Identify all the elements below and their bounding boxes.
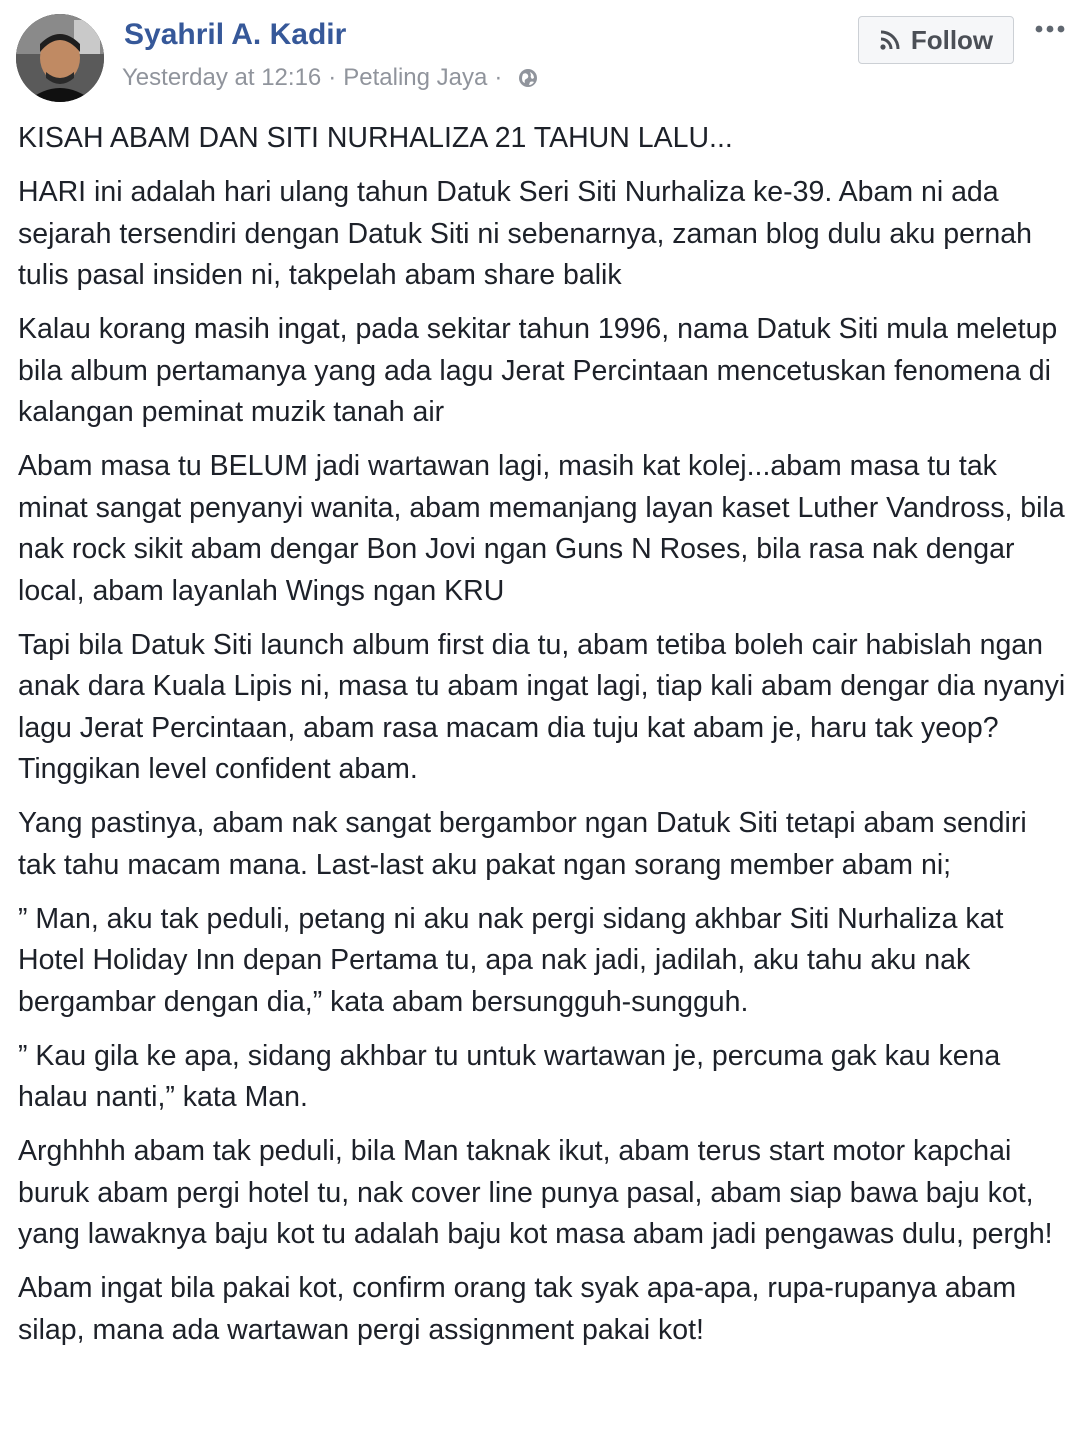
post-paragraph: Yang pastinya, abam nak sangat bergambor ngan Datuk Siti tetapi abam sendiri tak tahu macam mana. Last-last aku pakat ngan sorang member abam ni; bbox=[18, 807, 1027, 881]
follow-button-label: Follow bbox=[910, 24, 994, 55]
post-paragraph: HARI ini adalah hari ulang tahun Datuk Seri Siti Nurhaliza ke-39. Abam ni ada sejarah tersendiri dengan Datuk Siti ni sebenarnya, zaman blog dulu aku pernah tulis pasal insiden ni, takpelah abam share balik bbox=[18, 176, 1032, 291]
post-location[interactable]: Petaling Jaya bbox=[343, 64, 488, 91]
post-body bbox=[18, 118, 1068, 1364]
avatar-photo-icon bbox=[16, 14, 104, 102]
follow-button[interactable] bbox=[858, 16, 1014, 64]
author-avatar[interactable] bbox=[16, 14, 104, 102]
meta-separator: · bbox=[328, 64, 337, 91]
post-paragraph: Kalau korang masih ingat, pada sekitar tahun 1996, nama Datuk Siti mula meletup bila album pertamanya yang ada lagu Jerat Percintaan mencetuskan fenomena di kalangan peminat muzik tanah air bbox=[18, 313, 1058, 428]
post-paragraph: ” Kau gila ke apa, sidang akhbar tu untuk wartawan je, percuma gak kau kena halau nanti,” kata Man. bbox=[18, 1039, 1001, 1113]
post-paragraph: Arghhhh abam tak peduli, bila Man taknak ikut, abam terus start motor kapchai buruk abam pergi hotel tu, nak cover line punya pasal, abam siap bawa baju kot, yang lawaknya baju kot tu adalah baju kot masa abam jadi pengawas dulu, pergh! bbox=[18, 1135, 1053, 1250]
more-options-button[interactable] bbox=[1030, 14, 1070, 44]
rss-icon bbox=[879, 29, 901, 51]
more-options-icon bbox=[1034, 24, 1066, 34]
meta-separator: · bbox=[494, 64, 503, 91]
post-paragraph: Abam masa tu BELUM jadi wartawan lagi, masih kat kolej...abam masa tu tak minat sangat penyanyi wanita, abam memanjang layan kaset Luther Vandross, bila nak rock sikit abam dengar Bon Jovi ngan Guns N Roses, bila rasa nak dengar local, abam layanlah Wings ngan KRU bbox=[18, 450, 1065, 607]
post-paragraph: Abam ingat bila pakai kot, confirm orang tak syak apa-apa, rupa-rupanya abam silap, mana ada wartawan pergi assignment pakai kot! bbox=[18, 1272, 1017, 1346]
globe-icon[interactable] bbox=[517, 67, 539, 89]
post-paragraph: KISAH ABAM DAN SITI NURHALIZA 21 TAHUN LALU... bbox=[18, 122, 733, 154]
post-meta bbox=[122, 64, 539, 92]
author-name-link[interactable]: Syahril A. Kadir bbox=[124, 18, 347, 51]
post-paragraph: ” Man, aku tak peduli, petang ni aku nak pergi sidang akhbar Siti Nurhaliza kat Hotel Holiday Inn depan Pertama tu, apa nak jadi, jadilah, aku tahu aku nak bergambar dengan dia,” kata abam bersungguh-sungguh. bbox=[18, 902, 1004, 1018]
post-paragraph: Tapi bila Datuk Siti launch album first dia tu, abam tetiba boleh cair habislah ngan anak dara Kuala Lipis ni, masa tu abam ingat lagi, tiap kali abam dengar dia nyanyi lagu Jerat Percintaan, abam rasa macam dia tuju kat abam je, haru tak yeop? Tinggikan level confident abam. bbox=[18, 628, 1066, 785]
post-header bbox=[0, 0, 1080, 110]
post-timestamp[interactable]: Yesterday at 12:16 bbox=[122, 64, 322, 91]
